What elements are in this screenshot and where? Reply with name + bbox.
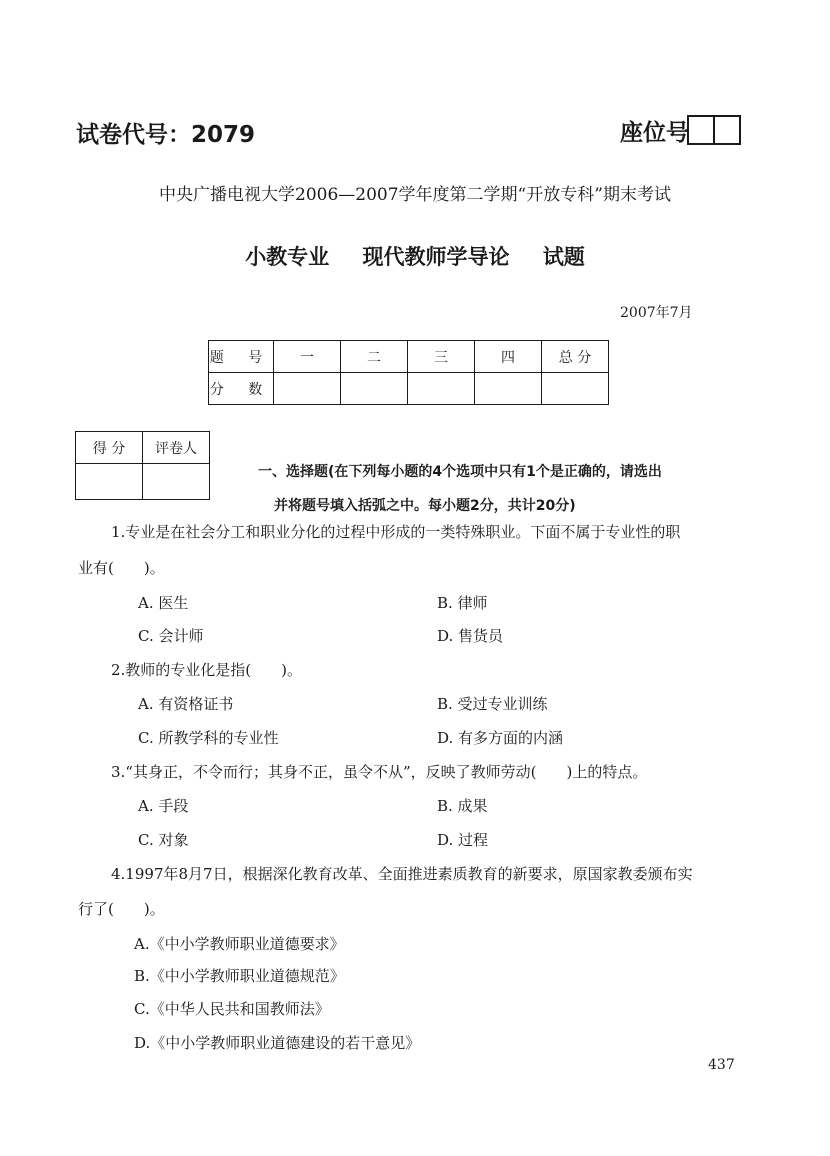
option: C. 所教学科的专业性 (138, 729, 279, 747)
option: C.《中华人民共和国教师法》 (134, 1000, 330, 1018)
question-stem: 3.“其身正，不令而行；其身不正，虽令不从”，反映了教师劳动( )上的特点。 (111, 763, 648, 781)
option: B. 受过专业训练 (437, 695, 548, 713)
grader-score-header: 得 分 (76, 432, 143, 464)
option: D. 有多方面的内涵 (437, 729, 564, 747)
question-stem-continued: 业有( )。 (78, 559, 165, 577)
option: B.《中小学教师职业道德规范》 (134, 967, 345, 985)
exam-code: 试卷代号：2079 (76, 122, 256, 148)
seat-box (713, 115, 741, 145)
score-cell: 题 号 (209, 341, 274, 373)
score-blank (542, 373, 609, 405)
option: C. 会计师 (138, 627, 204, 645)
title-course: 现代教师学导论 (362, 245, 510, 269)
title-major: 小教专业 (245, 245, 330, 269)
title-suffix: 试题 (542, 245, 585, 269)
option: B. 律师 (437, 594, 488, 612)
option: A.《中小学教师职业道德要求》 (134, 935, 345, 953)
option: D.《中小学教师职业道德建设的若干意见》 (134, 1034, 421, 1052)
section-heading-line2: 并将题号填入括弧之中。每小题2分，共计20分) (274, 498, 576, 514)
score-blank (408, 373, 475, 405)
question-stem: 2.教师的专业化是指( )。 (111, 661, 303, 679)
score-header-row (209, 341, 609, 373)
grader-blank (143, 464, 210, 500)
score-blank (475, 373, 542, 405)
option: A. 手段 (138, 797, 189, 815)
score-cell: 一 (274, 341, 341, 373)
institution-line: 中央广播电视大学2006—2007学年度第二学期“开放专科”期末考试 (159, 185, 671, 205)
section-heading (258, 455, 662, 523)
score-row-label: 分 数 (209, 373, 274, 405)
paper-title (0, 241, 830, 271)
exam-date: 2007年7月 (620, 305, 693, 321)
score-blank (341, 373, 408, 405)
score-table (208, 340, 609, 405)
score-blank (274, 373, 341, 405)
option: B. 成果 (437, 797, 488, 815)
score-cell: 二 (341, 341, 408, 373)
question-stem: 1.专业是在社会分工和职业分化的过程中形成的一类特殊职业。下面不属于专业性的职 (111, 523, 681, 541)
score-cell: 四 (475, 341, 542, 373)
option: A. 有资格证书 (138, 695, 234, 713)
question-stem: 4.1997年8月7日，根据深化教育改革、全面推进素质教育的新要求，原国家教委颁布实 (111, 865, 693, 883)
grader-table (75, 431, 210, 500)
option: D. 售货员 (437, 627, 504, 645)
grader-name-header: 评卷人 (143, 432, 210, 464)
score-cell: 三 (408, 341, 475, 373)
seat-number (620, 114, 741, 146)
seat-box (687, 115, 715, 145)
option: A. 医生 (138, 594, 189, 612)
grader-blank (76, 464, 143, 500)
option: C. 对象 (138, 831, 189, 849)
score-cell: 总 分 (542, 341, 609, 373)
seat-label: 座位号 (620, 119, 689, 146)
page-number: 437 (708, 1057, 735, 1073)
option: D. 过程 (437, 831, 489, 849)
section-heading-line1: 一、选择题(在下列每小题的4个选项中只有1个是正确的，请选出 (258, 464, 662, 480)
question-stem-continued: 行了( )。 (78, 900, 165, 918)
score-value-row (209, 373, 609, 405)
